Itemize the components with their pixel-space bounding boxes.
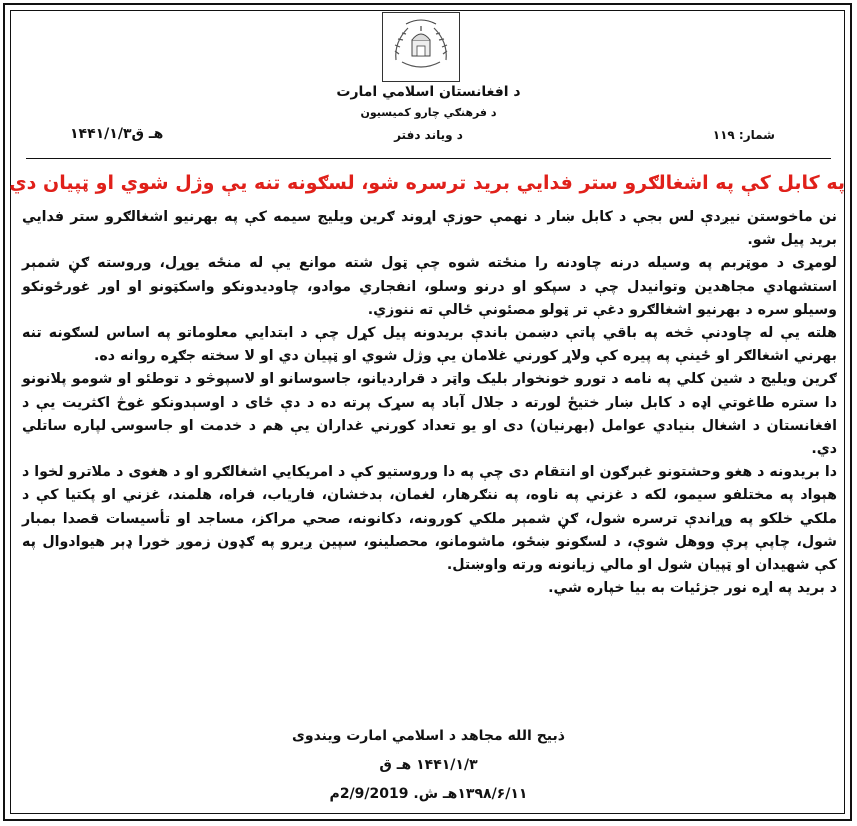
paragraph: نن ماخوستن نیږدې لس بجې د کابل ښار د نهمې حوزې اړوند ګرين ویلیج سیمه کې په بهرنیو اشغالګرو ستر فدايي برید پیل شو. <box>22 209 837 249</box>
paragraph: د برید په اړه نور جزئیات به بیا خپاره شي. <box>548 580 837 597</box>
paragraph: لومړی د موټربم په وسیله درنه چاودنه را منځته شوه چې ټول شته موانع یې له منځه یوړل، وروسته ګڼ شمېر استشهادي مجاهدین وتوانیدل چې د سپکو او درنو وسلو، انفجاري موادو، چاودیدونکو واسکټونو او اور غورځونکو وسیلو سره د بهرنیو اشغالګرو دغې تر ټولو مصئونې ځالې ته ننوزي. <box>22 255 837 318</box>
signature-block <box>0 722 857 809</box>
footer-dates: ۱۳۹۸/۶/۱۱هـ ش. 2/9/2019م <box>329 786 528 802</box>
paragraph: دا بریدونه د هغو وحشتونو غبرګون او انتقام دی چې په دا وروستیو کې د امریکایي اشغالګرو او د هغوی د ملاترو لخوا د هېواد په مختلفو سیمو، لکه د غزني په ناوه، په ننګرهار، لغمان، بدخشان، فاریاب، فراه، هلمند، غزني او پکتیا کې د ملکي خلکو په وړاندې ترسره شول، ګڼ شمېر ملکي کورونه، دکانونه، صحي مراکز، مساجد او تأسیسات قصدا بمبار شول، چاپې پرې ووهل شوې، د لسګونو ښځو، ماشومانو، محصلینو، سپین ږیرو په ګډون زموږ خورا ډېر هیوادوال په کې شهیدان او ټپیان شول او مالي زیانونه ورته واوښتل. <box>22 464 837 574</box>
footer-hijri-date: ۱۴۴۱/۱/۳ هـ ق <box>379 757 478 773</box>
document-number: شمار: ۱۱۹ <box>712 128 775 142</box>
header-date: ۱۴۴۱/۱/۳هـ ق <box>70 126 164 142</box>
signatory: ذبیح الله مجاهد د اسلامي امارت ویندوی <box>292 728 565 744</box>
paragraph: هلته یې له چاودنې څخه په باقي پاتې دښمن باندې بریدونه پیل کړل چې د ابتدايي معلوماتو په اساس لسګونه تنه بهرني اشغالګر او ځینې په پیره کې ولاړ کورني غلامان یې وژل شوي او ټپیان دي او لا سخته جګړه روانه ده. <box>22 325 837 365</box>
emirate-name: د افغانستان اسلامي امارت <box>336 84 521 100</box>
commission-name: د فرهنګي چارو کميسيون <box>360 106 497 119</box>
emirate-seal-icon <box>382 12 460 82</box>
statement-body <box>22 206 837 600</box>
spokesperson-office: د ویاند دفتر <box>394 128 463 142</box>
header-divider <box>26 158 831 159</box>
paragraph: ګرین ویلیج د شین کلي په نامه د تورو خونخوار بلیک واټر د قرارديانو، جاسوسانو او لاسپوڅو د توطئو او شومو پلانونو دا ستره طاغوتي اډه د کابل ښار ختیځ لورته د جلال آباد په سړک پرته ده د دې ځای د اوسېدونکو غوڅ اکثریت یې د افغانستان د اشغال بنیادي عوامل (بهرنیان) دی او یو تعداد کورني غداران یې هم د خدمت او جاسوسۍ لپاره ساتلي دي. <box>22 371 837 458</box>
headline: په کابل کې په اشغالګرو ستر فدايي برید ترسره شو، لسګونه تنه يې وژل شوي او ټپيان دي <box>9 172 845 194</box>
